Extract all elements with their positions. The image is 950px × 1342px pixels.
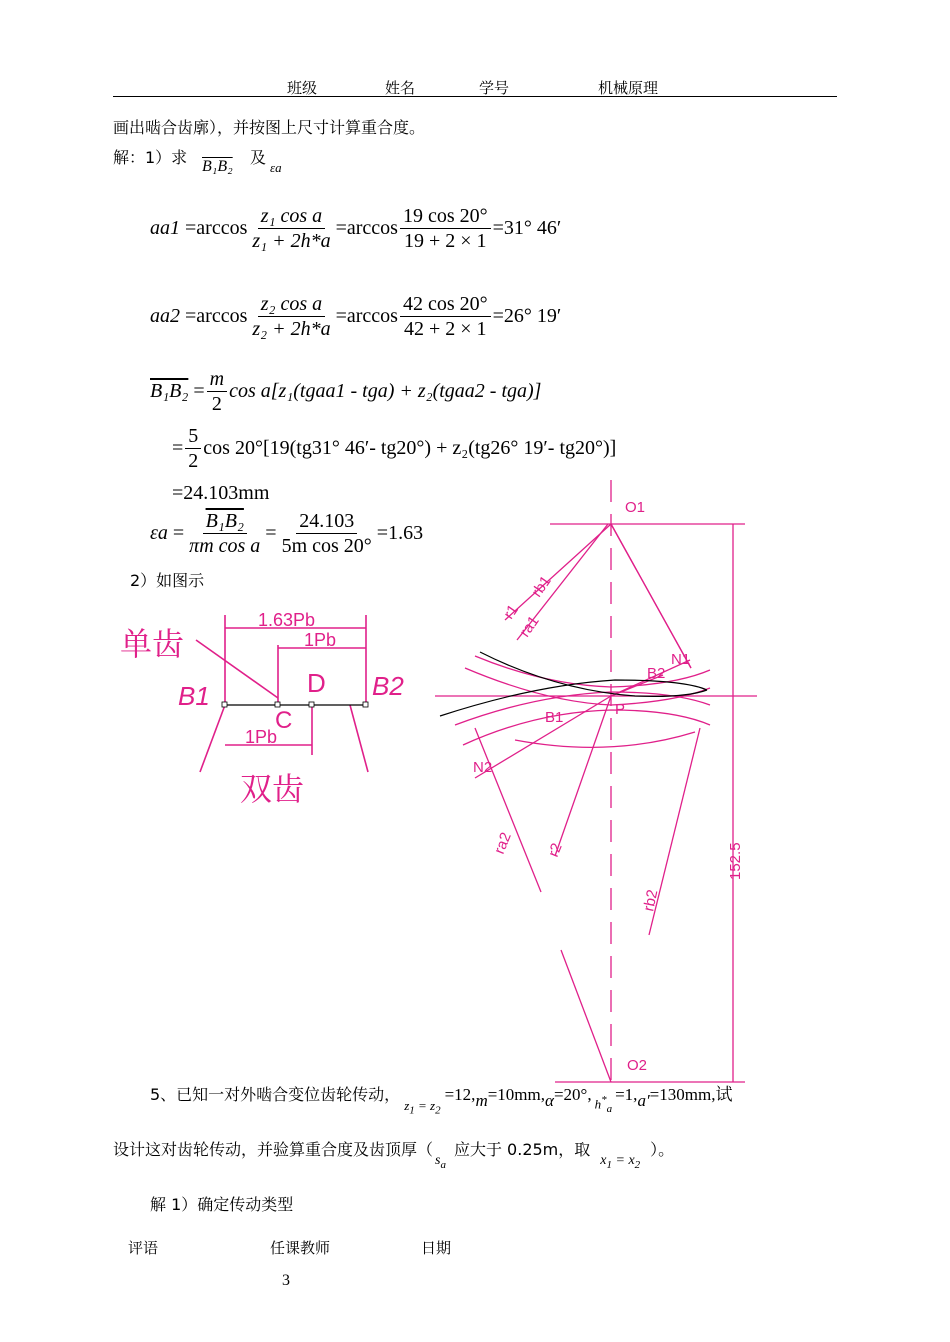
double-tooth-label: 双齿 bbox=[240, 771, 305, 807]
problem5-lead: 5、已知一对外啮合变位齿轮传动， bbox=[150, 1085, 401, 1104]
problem5-step1: 解 1）确定传动类型 bbox=[150, 1195, 294, 1214]
equation-b1b2-line2: = $\frac{5}{2}$ cos 20°[19(tg31° 46′- tg20°) + z₂(tg26° 19′- tg20°)] bbox=[172, 425, 617, 472]
gear-meshing-diagram bbox=[435, 480, 770, 1090]
header-class-label: 班级 bbox=[287, 79, 318, 97]
problem5-cond3: =20°, bbox=[553, 1085, 592, 1104]
b1-label: B1 bbox=[178, 681, 210, 711]
tooth-contact-diagram bbox=[110, 600, 410, 815]
problem5-cond5: =130mm,试 bbox=[649, 1085, 733, 1104]
symbol-b1b2: B₁B₂ bbox=[202, 158, 233, 175]
header-rule bbox=[113, 96, 837, 97]
eq1-lhs: aa1 bbox=[150, 217, 180, 239]
p-label: P bbox=[615, 701, 626, 718]
eq2-frac-den: z₂ + 2h*a bbox=[252, 318, 331, 340]
problem5-cond1: =12, bbox=[444, 1085, 476, 1104]
symbol-eps: εa bbox=[270, 160, 282, 175]
eq2-frac-num: z₂ cos a bbox=[258, 293, 325, 317]
dim-total-label: 1.63Pb bbox=[258, 610, 316, 630]
problem5-line2b: 应大于 0.25m，取 bbox=[453, 1140, 591, 1159]
eq3-line2: cos 20°[19(tg31° 46′- tg20°) + z₂(tg26° 19′- tg20°)] bbox=[203, 437, 617, 459]
equation-aa2: aa2 =arccos $\frac{\text{z₂ cos a}}{\text{z₂ + 2h*a}}$ =arccos $\frac{42 \cos 20^\circ}{42 + 2 \times 1}$ =26° 19′ bbox=[150, 293, 562, 340]
eq4-result: =1.63 bbox=[376, 522, 424, 544]
problem5-line1: 5、已知一对外啮合变位齿轮传动， $z_1 = z_2$ =12, m =10mm, α =20°, $h^*_a$ =1, a′ =130mm,试 bbox=[150, 1080, 732, 1107]
dim-bottom-label: 1Pb bbox=[245, 727, 278, 747]
eq2-lhs: aa2 bbox=[150, 305, 180, 327]
footer-teacher: 任课教师 bbox=[270, 1239, 331, 1257]
header-course: 机械原理 bbox=[598, 79, 659, 97]
header-name-label: 姓名 bbox=[385, 79, 416, 97]
page-number: 3 bbox=[282, 1272, 290, 1289]
eq4-num2: 24.103 bbox=[296, 510, 357, 534]
solution-and: 及 bbox=[250, 148, 267, 167]
b2-point-label: B2 bbox=[647, 665, 666, 682]
footer-comment: 评语 bbox=[128, 1239, 159, 1257]
b1-point-label: B1 bbox=[545, 709, 564, 726]
rb1-label: rb1 bbox=[528, 572, 555, 601]
header-id-label: 学号 bbox=[479, 79, 510, 97]
eq3-line3: =24.103mm bbox=[172, 482, 270, 504]
problem5-cond2: =10mm, bbox=[487, 1085, 546, 1104]
dim-top-label: 1Pb bbox=[304, 630, 337, 650]
o2-label: O2 bbox=[627, 1057, 648, 1074]
d-label: D bbox=[307, 668, 326, 698]
eq2-num-den: 42 + 2 × 1 bbox=[404, 318, 487, 340]
problem5-line2c: ）。 bbox=[650, 1140, 675, 1159]
eq4-lhs: εa bbox=[150, 522, 168, 544]
eq4-num1: B₁B₂ bbox=[203, 510, 247, 534]
eq1-result: =31° 46′ bbox=[492, 217, 562, 239]
intro-text: 画出啮合齿廓），并按图上尺寸计算重合度。 bbox=[113, 118, 426, 137]
problem5-line2a: 设计这对齿轮传动，并验算重合度及齿顶厚（ bbox=[113, 1140, 434, 1159]
equation-aa1: aa1 =arccos $\frac{\text{z₁ cos a}}{\text{z₁ + 2h*a}}$ =arccos $\frac{19 \cos 20^\circ}{19 + 2 \times 1}$ =31° 46′ bbox=[150, 205, 562, 252]
ra1-label: ra1 bbox=[516, 612, 543, 641]
eq1-num-den: 19 + 2 × 1 bbox=[404, 230, 487, 252]
n1-label: N1 bbox=[671, 651, 691, 668]
ra2-label: ra2 bbox=[490, 830, 515, 857]
o1-label: O1 bbox=[625, 499, 646, 516]
eq1-frac-num: z₁ cos a bbox=[258, 205, 325, 229]
r1-label: r1 bbox=[500, 601, 522, 623]
eq4-den1: πm cos a bbox=[189, 535, 261, 557]
c-label: C bbox=[275, 707, 293, 734]
r2-label: r2 bbox=[544, 840, 566, 860]
problem5-cond4: =1, bbox=[615, 1085, 638, 1104]
equation-b1b2: B₁B₂ = $\frac{m}{2}$ cos a[z₁(tgaa1 - tga) + z₂(tgaa2 - tga)] bbox=[150, 368, 542, 415]
footer-date: 日期 bbox=[421, 1239, 452, 1257]
problem5-line2: 设计这对齿轮传动，并验算重合度及齿顶厚（ $s_a$ 应大于 0.25m，取 $x_1 = x_2$ ）。 bbox=[113, 1137, 674, 1162]
eq2-result: =26° 19′ bbox=[492, 305, 562, 327]
single-tooth-label: 单齿 bbox=[120, 626, 185, 662]
eq3-lhs: B₁B₂ bbox=[150, 380, 189, 402]
eq1-frac-den: z₁ + 2h*a bbox=[252, 230, 331, 252]
rb2-label: rb2 bbox=[640, 888, 662, 913]
eq3-line1: cos a[z₁(tgaa1 - tga) + z₂(tgaa2 - tga)] bbox=[229, 380, 542, 402]
n2-label: N2 bbox=[473, 759, 493, 776]
equation-epsilon: εa = $\frac{\text{B₁B₂}}{\text{πm cos a}}$ = $\frac{24.103}{\text{5m cos 20°}}$ =1.63 bbox=[150, 510, 424, 557]
center-distance-label: 152.5 bbox=[727, 842, 744, 880]
eq4-den2: 5m cos 20° bbox=[281, 535, 372, 557]
figure-caption: 2）如图示 bbox=[130, 571, 205, 590]
eq1-num-frac: 19 cos 20° bbox=[400, 205, 491, 229]
b2-label: B2 bbox=[372, 671, 404, 701]
eq2-num-frac: 42 cos 20° bbox=[400, 293, 491, 317]
solution-label: 解：1）求 bbox=[113, 148, 188, 167]
